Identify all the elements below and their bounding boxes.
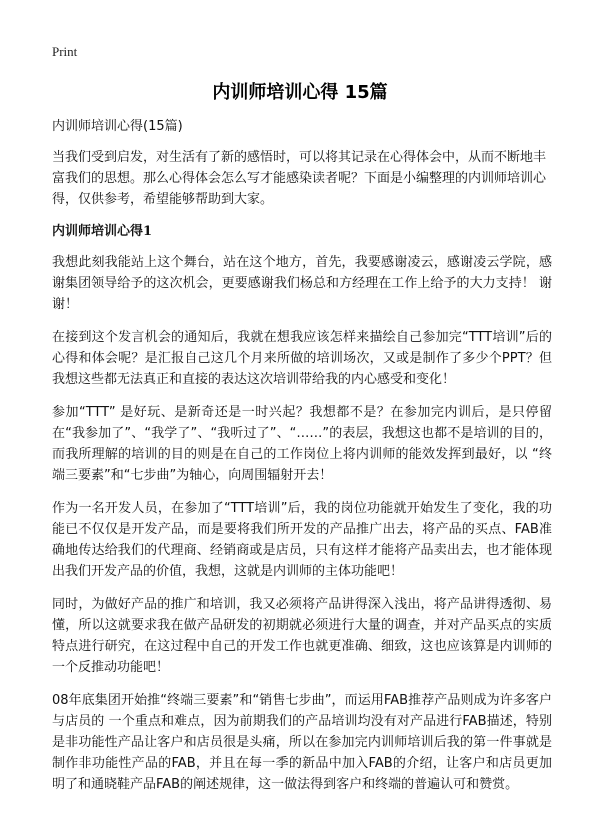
paragraph-2: 在接到这个发言机会的通知后，我就在想我应该怎样来描绘自己参加完“TTT培训”后的心得和体会呢？是汇报自己这几个月来所做的培训场次，又或是制作了多少个PPT？但我想这些都无法真正和直接的表达这次培训带给我的内心感受和变化！ [52, 330, 552, 387]
paragraph-6: 08年底集团开始推“终端三要素”和“销售七步曲”，而运用FAB推荐产品则成为许多客户与店员的 一个重点和难点，因为前期我们的产品培训均没有对产品进行FAB描述，特别是非功能性产品让客户和店员很是头痛，所以在参加完内训师培训后我的第一件事就是制作非功能性产品的FAB，并且在每一季的新品中加入FAB的介绍，让客户和店员更加明了和通晓鞋产品FAB的阐述规律，这一做法得到客户和终端的普遍认可和赞赏。 [52, 693, 552, 792]
page-title: 内训师培训心得 15篇 [212, 82, 388, 103]
document-subtitle: 内训师培训心得(15篇) [52, 119, 183, 134]
document-body [52, 117, 552, 807]
intro-paragraph: 当我们受到启发，对生活有了新的感悟时，可以将其记录在心得体会中，从而不断地丰富我们的思想。那么心得体会怎么写才能感染读者呢？下面是小编整理的内训师培训心得，仅供参考，希望能够帮助到大家。 [52, 150, 547, 207]
paragraph-4: 作为一名开发人员，在参加了“TTT培训”后，我的岗位功能就开始发生了变化，我的功能已不仅仅是开发产品，而是要将我们所开发的产品推广出去，将产品的买点、FAB准确地传达给我们的代理商、经销商或是店员，只有这样才能将产品卖出去，也才能体现出我们开发产品的价值，我想，这就是内训师的主体功能吧！ [52, 501, 552, 579]
paragraph-5: 同时，为做好产品的推广和培训，我又必须将产品讲得深入浅出，将产品讲得透彻、易懂，所以这就要求我在做产品研发的初期就必须进行大量的调查，并对产品买点的实质特点进行研究，在这过程中自己的开发工作也就更准确、细致，这也应该算是内训师的一个反推动功能吧！ [52, 597, 552, 675]
paragraph-3: 参加“TTT” 是好玩、是新奇还是一时兴起？我想都不是？在参加完内训后，是只停留在“我参加了”、“我学了”、“我听过了”、“……”的表层，我想这也都不是培训的目的，而我所理解的培训的目的则是在自己的工作岗位上将内训师的能效发挥到最好，以 “终端三要素”和“七步曲”为轴心，向周围辐射开去！ [52, 405, 552, 483]
print-label: Print [52, 44, 78, 59]
paragraph-1: 我想此刻我能站上这个舞台，站在这个地方，首先，我要感谢凌云，感谢凌云学院，感谢集团领导给予的这次机会，更要感谢我们杨总和方经理在工作上给予的大力支持！ 谢谢！ [52, 255, 552, 312]
section-heading: 内训师培训心得1 [52, 224, 153, 239]
